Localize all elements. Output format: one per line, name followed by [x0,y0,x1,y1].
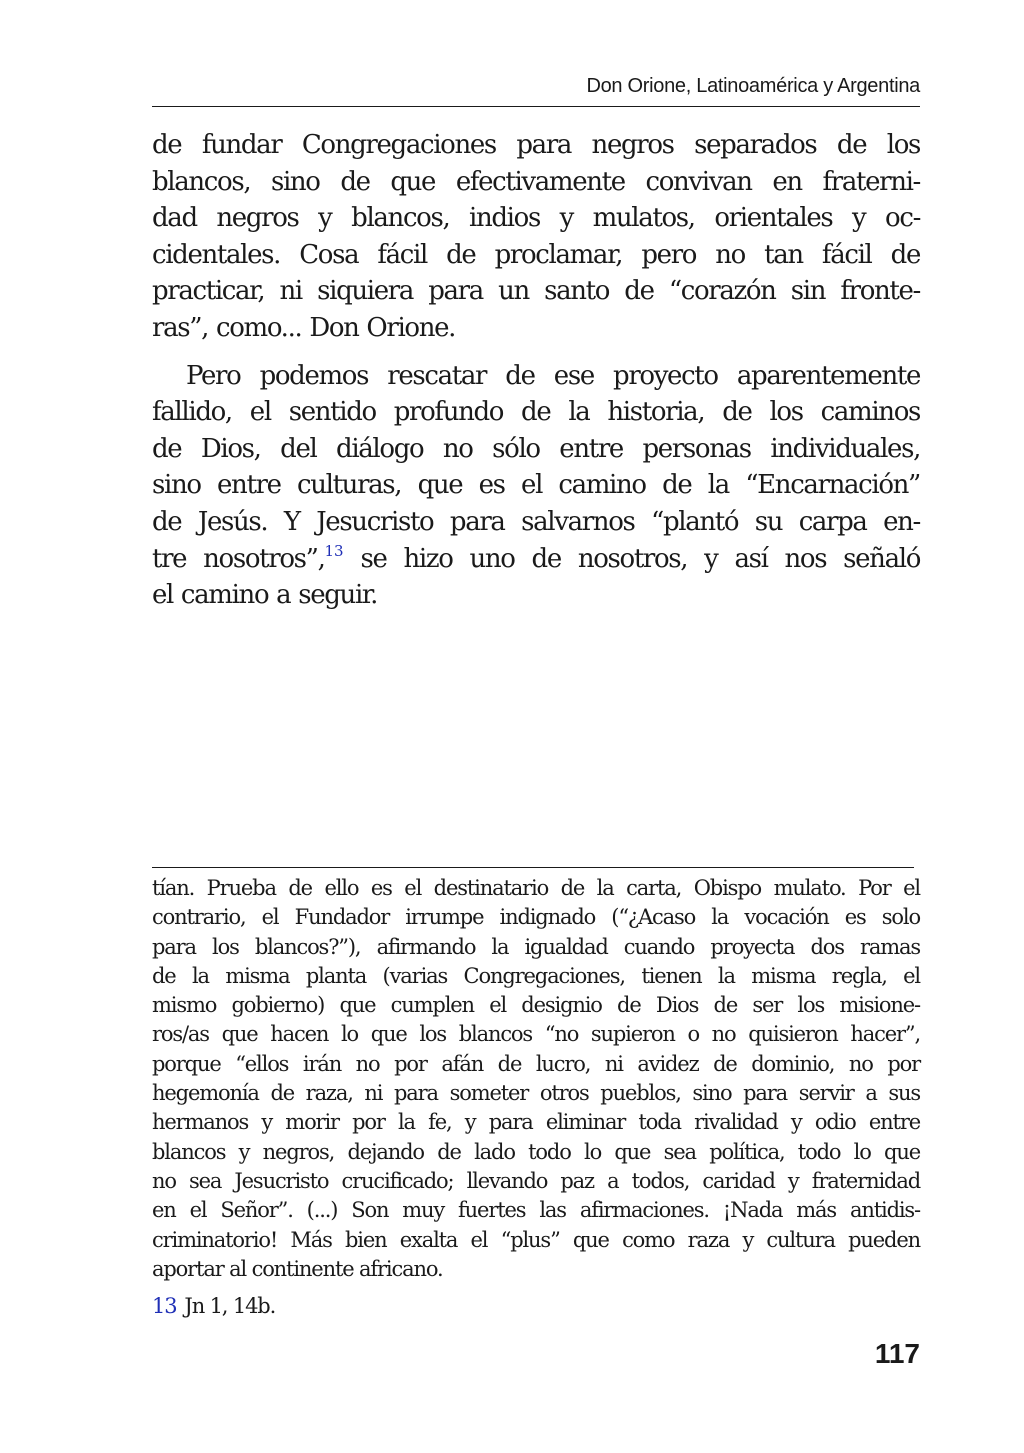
footnote-line: no sea Jesucristo crucificado; llevando paz a todos, caridad y fraternidad [152,1168,920,1193]
text-line: dad negros y blancos, indios y mulatos, orientales y oc- [152,203,920,234]
footnote-13-text: Jn 1, 14b. [184,1294,276,1319]
footnote-line: para los blancos?”), afirmando la igualdad cuando proyecta dos ramas [152,934,920,959]
text-line: ras”, como... Don Orione. [152,312,456,343]
footnote-line: ros/as que hacen lo que los blancos “no supieron o no quisieron hacer”, [152,1022,920,1047]
running-header: Don Orione, Latinoamérica y Argentina [586,75,920,97]
main-text [152,127,920,614]
text-line: practicar, ni siquiera para un santo de “corazón sin fronte- [152,276,920,307]
footnote-line: tían. Prueba de ello es el destinatario de la carta, Obispo mulato. Por el [152,876,920,900]
footnote-13-number[interactable]: 13 [152,1294,177,1319]
text-line: fallido, el sentido profundo de la historia, de los caminos [152,397,920,428]
footnote-continued [152,874,920,1284]
text-line: de Jesús. Y Jesucristo para salvarnos “plantó su carpa en- [152,506,920,537]
footnote-13 [152,1292,920,1321]
text-line: sino entre culturas, que es el camino de la “Encarnación” [152,470,920,501]
footnote-line: hermanos y morir por la fe, y para eliminar toda rivalidad y odio entre [152,1110,920,1135]
text-line: el camino a seguir. [152,580,378,611]
footnote-line: criminatorio! Más bien exalta el “plus” que como raza y cultura pueden [152,1227,920,1252]
text-fragment: tre nosotros”, [152,543,325,574]
text-line: Pero podemos rescatar de ese proyecto aparentemente [186,360,920,391]
footnote-line: en el Señor”. (...) Son muy fuertes las afirmaciones. ¡Nada más antidis- [152,1198,920,1223]
footnote-rule [152,867,914,868]
text-fragment: se hizo uno de nosotros, y así nos señaló [343,543,920,574]
footnote-line: blancos y negros, dejando de lado todo lo que sea política, todo lo que [152,1139,920,1164]
footnote-line: hegemonía de raza, ni para someter otros pueblos, sino para servir a sus [152,1081,920,1106]
text-line: blancos, sino de que efectivamente convivan en fraterni- [152,166,920,197]
text-line-with-footnote-ref [152,541,920,578]
paragraph-1 [152,127,920,347]
text-line: cidentales. Cosa fácil de proclamar, pero no tan fácil de [152,239,920,270]
page-number: 117 [874,1338,920,1369]
footnote-ref-13[interactable]: 13 [324,541,344,560]
footnote-line: contrario, el Fundador irrumpe indignado (“¿Acaso la vocación es solo [152,905,920,930]
text-line: de fundar Congregaciones para negros separados de los [152,130,920,160]
footnote-line: aportar al continente africano. [152,1256,443,1281]
text-line: de Dios, del diálogo no sólo entre personas individuales, [152,433,920,464]
footnote-line: mismo gobierno) que cumplen el designio de Dios de ser los misione- [152,993,920,1018]
footnote-line: de la misma planta (varias Congregaciones, tienen la misma regla, el [152,963,920,988]
footnote-line: porque “ellos irán no por afán de lucro, ni avidez de dominio, no por [152,1051,920,1076]
paragraph-2 [152,358,920,614]
header-rule [152,106,920,107]
footnotes [152,874,920,1321]
